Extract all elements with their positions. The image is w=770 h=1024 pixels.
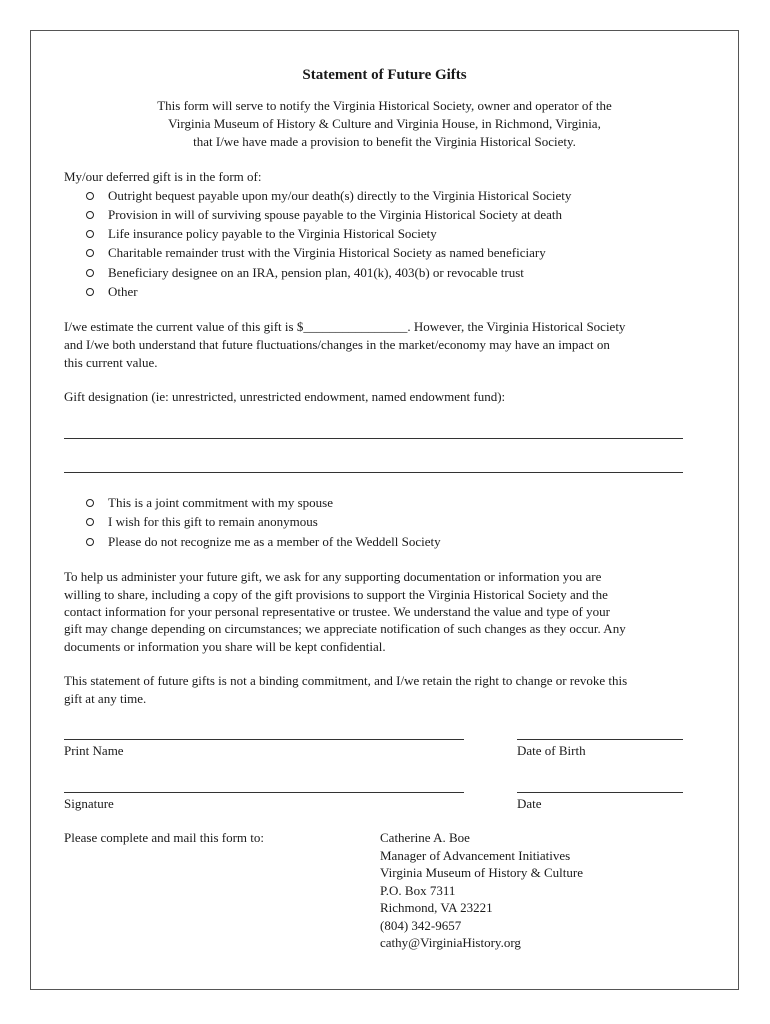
commitment-option-label: I wish for this gift to remain anonymous bbox=[108, 514, 318, 529]
gift-form-label: My/our deferred gift is in the form of: bbox=[64, 169, 262, 184]
print-name-line[interactable] bbox=[64, 739, 464, 740]
designation-line[interactable] bbox=[64, 438, 683, 439]
mail-label: Please complete and mail this form to: bbox=[64, 830, 265, 845]
intro-line: Virginia Museum of History & Culture and Virginia House, in Richmond, Virginia, bbox=[168, 116, 601, 131]
radio-circle-icon[interactable] bbox=[86, 288, 94, 296]
gift-option-label: Beneficiary designee on an IRA, pension plan, 401(k), 403(b) or revocable trust bbox=[108, 265, 524, 280]
commitment-option-label: This is a joint commitment with my spouse bbox=[108, 495, 333, 510]
gift-option-label: Other bbox=[108, 284, 138, 299]
designation-label: Gift designation (ie: unrestricted, unrestricted endowment, named endowment fund): bbox=[64, 389, 506, 404]
nonbinding-line: This statement of future gifts is not a binding commitment, and I/we retain the right to change or revoke this bbox=[64, 673, 628, 688]
date-line[interactable] bbox=[517, 792, 683, 793]
contact-title: Manager of Advancement Initiatives bbox=[380, 848, 571, 863]
contact-email[interactable]: cathy@VirginiaHistory.org bbox=[380, 935, 521, 950]
radio-circle-icon[interactable] bbox=[86, 538, 94, 546]
contact-phone: (804) 342-9657 bbox=[380, 918, 462, 933]
contact-po-box: P.O. Box 7311 bbox=[380, 883, 456, 898]
radio-circle-icon[interactable] bbox=[86, 192, 94, 200]
gift-option[interactable] bbox=[86, 245, 546, 261]
gift-option-label: Life insurance policy payable to the Virginia Historical Society bbox=[108, 226, 437, 241]
gift-option-label: Provision in will of surviving spouse payable to the Virginia Historical Society at death bbox=[108, 207, 563, 222]
gift-option[interactable] bbox=[86, 226, 437, 242]
administer-line: willing to share, including a copy of the gift provisions to support the Virginia Historical Society and the bbox=[64, 587, 608, 602]
radio-circle-icon[interactable] bbox=[86, 230, 94, 238]
commitment-option[interactable] bbox=[86, 534, 441, 550]
designation-line[interactable] bbox=[64, 472, 683, 473]
gift-option[interactable] bbox=[86, 265, 524, 281]
administer-line: contact information for your personal representative or trustee. We understand the value and type of your bbox=[64, 604, 610, 619]
intro-line: This form will serve to notify the Virginia Historical Society, owner and operator of the bbox=[157, 98, 612, 113]
intro-line: that I/we have made a provision to benefit the Virginia Historical Society. bbox=[193, 134, 576, 149]
estimate-line: this current value. bbox=[64, 355, 158, 370]
gift-option[interactable] bbox=[86, 188, 571, 204]
form-title: Statement of Future Gifts bbox=[302, 67, 467, 83]
administer-line: gift may change depending on circumstances; we appreciate notification of such changes as they occur. Any bbox=[64, 621, 626, 636]
print-name-label: Print Name bbox=[64, 743, 124, 758]
contact-city: Richmond, VA 23221 bbox=[380, 900, 493, 915]
form-page bbox=[30, 30, 739, 990]
radio-circle-icon[interactable] bbox=[86, 269, 94, 277]
nonbinding-line: gift at any time. bbox=[64, 691, 147, 706]
gift-option-label: Outright bequest payable upon my/our death(s) directly to the Virginia Historical Society bbox=[108, 188, 572, 203]
commitment-option[interactable] bbox=[86, 514, 318, 530]
estimate-line: I/we estimate the current value of this gift is $________________. However, the Virginia Historical Society bbox=[64, 319, 626, 334]
administer-line: To help us administer your future gift, we ask for any supporting documentation or information you are bbox=[64, 569, 602, 584]
administer-line: documents or information you share will be kept confidential. bbox=[64, 639, 386, 654]
estimate-line: and I/we both understand that future fluctuations/changes in the market/economy may have an impact on bbox=[64, 337, 610, 352]
radio-circle-icon[interactable] bbox=[86, 499, 94, 507]
gift-option[interactable] bbox=[86, 207, 562, 223]
contact-org: Virginia Museum of History & Culture bbox=[380, 865, 583, 880]
signature-label: Signature bbox=[64, 796, 114, 811]
commitment-option[interactable] bbox=[86, 495, 333, 511]
signature-line[interactable] bbox=[64, 792, 464, 793]
gift-option[interactable] bbox=[86, 284, 138, 300]
dob-line[interactable] bbox=[517, 739, 683, 740]
radio-circle-icon[interactable] bbox=[86, 211, 94, 219]
gift-option-label: Charitable remainder trust with the Virginia Historical Society as named beneficiary bbox=[108, 245, 546, 260]
dob-label: Date of Birth bbox=[517, 743, 586, 758]
contact-name: Catherine A. Boe bbox=[380, 830, 470, 845]
date-label: Date bbox=[517, 796, 542, 811]
radio-circle-icon[interactable] bbox=[86, 249, 94, 257]
commitment-option-label: Please do not recognize me as a member of the Weddell Society bbox=[108, 534, 441, 549]
radio-circle-icon[interactable] bbox=[86, 518, 94, 526]
